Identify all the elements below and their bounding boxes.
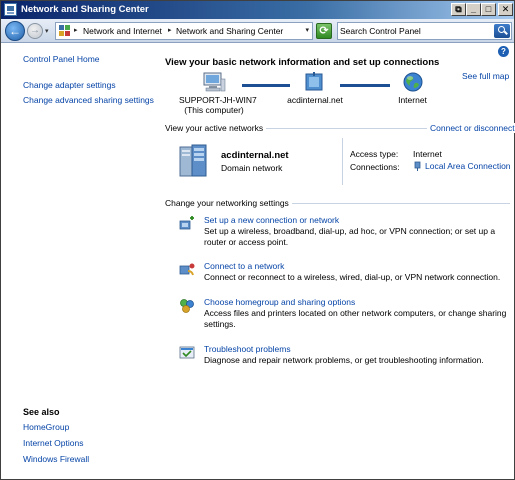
- map-node-internet[interactable]: [385, 71, 440, 105]
- breadcrumb-network-sharing-center[interactable]: Network and Sharing Center: [176, 26, 284, 36]
- map-node-label: acdinternal.net: [287, 95, 343, 105]
- connect-or-disconnect-link[interactable]: Connect or disconnect: [427, 123, 515, 133]
- control-panel-home-link[interactable]: Control Panel Home: [23, 54, 100, 64]
- task-description: Diagnose and repair network problems, or get troubleshooting information.: [204, 355, 484, 365]
- see-full-map-link[interactable]: See full map: [462, 71, 510, 81]
- windows-firewall-link[interactable]: Windows Firewall: [23, 454, 90, 464]
- map-node-label: SUPPORT-JH-WIN7: [179, 95, 257, 105]
- breadcrumb-network-internet[interactable]: Network and Internet: [83, 26, 162, 36]
- task-title[interactable]: Troubleshoot problems: [204, 344, 291, 354]
- control-panel-icon: [59, 25, 71, 37]
- task-title[interactable]: Connect to a network: [204, 261, 285, 271]
- network-divider: [342, 138, 343, 185]
- search-input[interactable]: [340, 24, 490, 38]
- close-button[interactable]: ✕: [498, 3, 513, 16]
- internet-options-link[interactable]: Internet Options: [23, 438, 84, 448]
- see-also-heading: See also: [23, 407, 60, 417]
- content-area: [1, 44, 514, 479]
- refresh-icon[interactable]: ⟳: [316, 23, 332, 39]
- domain-network-icon: [178, 144, 214, 178]
- main-panel: [165, 44, 515, 464]
- minimize-button[interactable]: _: [466, 3, 481, 16]
- left-navigation: [23, 54, 158, 105]
- breadcrumb-separator: ▸: [74, 27, 78, 34]
- address-box[interactable]: [55, 22, 313, 40]
- globe-icon: [401, 71, 425, 93]
- active-networks-label: View your active networks: [165, 123, 266, 133]
- task-new-connection[interactable]: [179, 215, 509, 249]
- title-bar: [1, 1, 514, 19]
- network-name: acdinternal.net: [221, 150, 289, 161]
- troubleshoot-icon: [179, 345, 195, 361]
- breadcrumb-separator: ▸: [168, 27, 172, 34]
- computer-icon: [202, 71, 226, 93]
- lan-connection-icon: [413, 161, 422, 172]
- connect-network-icon: [179, 262, 195, 278]
- local-area-connection-label: Local Area Connection: [425, 161, 511, 171]
- new-connection-icon: [179, 216, 195, 232]
- task-title[interactable]: Set up a new connection or network: [204, 215, 340, 225]
- task-troubleshoot[interactable]: [179, 344, 509, 368]
- network-icon: [303, 71, 327, 93]
- map-connection-line: [340, 84, 390, 87]
- map-connection-line: [242, 84, 290, 87]
- map-node-computer[interactable]: [179, 71, 257, 115]
- back-arrow-icon[interactable]: ←: [5, 21, 25, 41]
- homegroup-link[interactable]: HomeGroup: [23, 422, 70, 432]
- network-type: Domain network: [221, 163, 283, 173]
- change-advanced-sharing-link[interactable]: Change advanced sharing settings: [23, 95, 154, 105]
- app-icon: [4, 3, 17, 16]
- search-icon[interactable]: [494, 24, 510, 38]
- address-dropdown-icon[interactable]: ▾: [305, 27, 309, 34]
- task-description: Set up a wireless, broadband, dial-up, ad hoc, or VPN connection; or set up a router or access point.: [204, 226, 496, 247]
- help-icon[interactable]: ?: [498, 46, 509, 57]
- connections-label: Connections:: [350, 162, 400, 172]
- task-description: Access files and printers located on other network computers, or change sharing settings.: [204, 308, 507, 329]
- restore-button[interactable]: ⧉: [451, 3, 466, 16]
- homegroup-icon: [179, 298, 195, 314]
- map-node-sublabel: (This computer): [184, 105, 244, 115]
- recent-pages-dropdown[interactable]: ▾: [45, 28, 49, 35]
- networking-settings-label: Change your networking settings: [165, 198, 292, 208]
- task-homegroup[interactable]: [179, 297, 509, 331]
- maximize-button[interactable]: □: [481, 3, 496, 16]
- page-title: View your basic network information and set up connections: [165, 57, 440, 68]
- see-also: [23, 407, 89, 464]
- task-title[interactable]: Choose homegroup and sharing options: [204, 297, 356, 307]
- task-connect-network[interactable]: [179, 261, 509, 285]
- access-type-label: Access type:: [350, 149, 399, 159]
- local-area-connection-link[interactable]: [413, 161, 511, 172]
- address-bar: [1, 19, 514, 43]
- change-adapter-settings-link[interactable]: Change adapter settings: [23, 80, 116, 90]
- search-box: [337, 22, 512, 40]
- window-title: Network and Sharing Center: [21, 4, 149, 15]
- forward-arrow-icon[interactable]: →: [27, 23, 43, 39]
- task-description: Connect or reconnect to a wireless, wired, dial-up, or VPN network connection.: [204, 272, 501, 282]
- map-node-network[interactable]: [285, 71, 345, 105]
- map-node-label: Internet: [398, 95, 427, 105]
- access-type-value: Internet: [413, 149, 442, 159]
